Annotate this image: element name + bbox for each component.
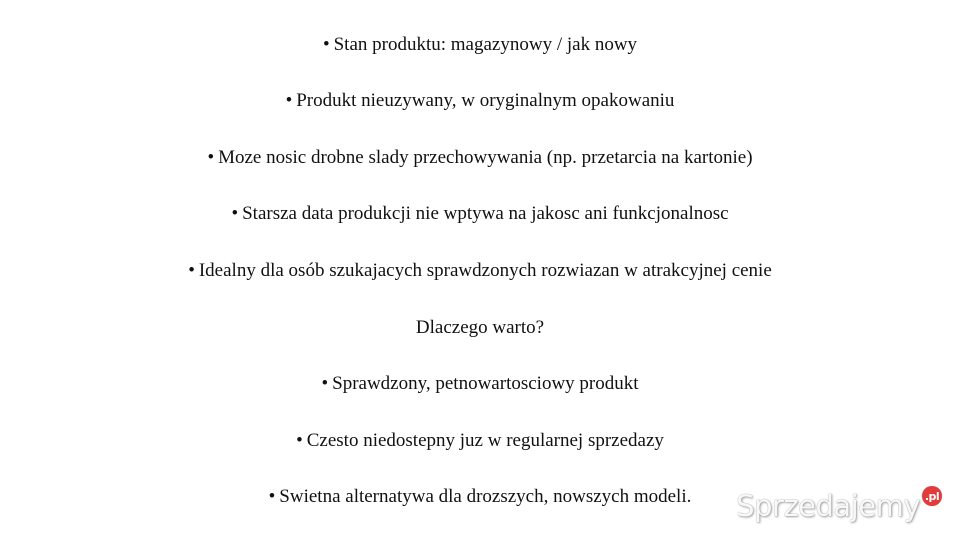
line-text: Czesto niedostepny juz w regularnej sprzedazy [306,430,664,451]
bullet-icon: • [296,430,303,451]
section-heading-why-worth-it [0,316,960,340]
feature-line-unused [0,89,960,113]
feature-line-storage-marks [0,146,960,170]
bullet-icon: • [321,373,329,394]
line-text: Swietna alternatywa dla drozszych, nowszych modeli. [279,486,692,507]
bullet-icon: • [207,147,215,168]
bullet-icon: • [268,486,276,507]
sprzedajemy-watermark-logo [736,486,942,526]
line-text: Moze nosic drobne slady przechowywania (np. przetarcia na kartonie) [218,147,753,168]
line-text: Stan produktu: magazynowy / jak nowy [333,34,638,55]
feature-line-condition [0,33,960,57]
bullet-icon: • [188,260,195,281]
line-text: Produkt nieuzywany, w oryginalnym opakowaniu [296,90,675,111]
watermark-badge: .pl [922,486,942,506]
heading-text: Dlaczego warto? [415,317,545,338]
feature-line-production-date [0,202,960,226]
benefit-line-proven [0,372,960,396]
line-text: Sprawdzony, petnowartosciowy produkt [332,373,639,394]
line-text: Idealny dla osób szukajacych sprawdzonych rozwiazan w atrakcyjnej cenie [198,260,772,281]
feature-line-ideal-for [0,259,960,283]
benefit-line-rare [0,429,960,453]
bullet-icon: • [231,203,239,224]
bullet-icon: • [322,34,330,55]
line-text: Starsza data produkcji nie wptywa na jakosc ani funkcjonalnosc [242,203,729,224]
bullet-icon: • [285,90,293,111]
watermark-text: Sprzedajemy [736,489,920,523]
